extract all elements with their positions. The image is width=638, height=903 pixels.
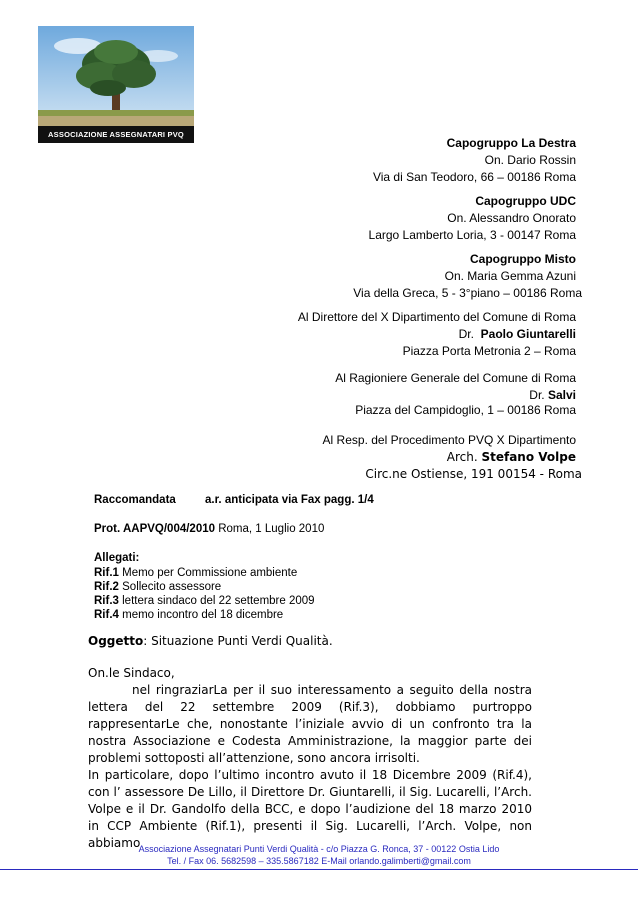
recipient-5-name: Dr. Salvi (529, 388, 576, 402)
protocol-line: Prot. AAPVQ/004/2010 Roma, 1 Luglio 2010 (94, 523, 325, 535)
footer-line-2: Tel. / Fax 06. 5682598 – 335.5867182 E-Mail orlando.galimberti@gmail.com (167, 856, 471, 866)
recipient-2-title: Capogruppo UDC (475, 194, 576, 208)
footer-divider (0, 869, 638, 870)
allegato-1: Rif.1 Memo per Commissione ambiente (94, 567, 298, 579)
recipient-6-name: Arch. Stefano Volpe (446, 450, 576, 464)
recipient-3-address: Via della Greca, 5 - 3°piano – 00186 Roma (353, 286, 582, 300)
recipient-6-title: Al Resp. del Procedimento PVQ X Dipartimento (322, 433, 576, 447)
recipient-6-address: Circ.ne Ostiense, 191 00154 - Roma (365, 467, 582, 481)
anticipata-label: a.r. anticipata via Fax pagg. 1/4 (205, 494, 374, 506)
paragraph-2: In particolare, dopo l’ultimo incontro avuto il 18 Dicembre 2009 (Rif.4), con l’ assessore De Lillo, il Direttore Dr. Giuntarelli, il Sig. Lucarelli, l’Arch. Volpe e il Dr. Gandolfo della BCC, e dopo l’audizione del 18 marzo 2010 in CCP Ambiente (Rif.1), presenti il Sig. Lucarelli, l’Arch. Volpe, non abbiamo (88, 768, 532, 850)
recipient-2-name: On. Alessandro Onorato (447, 211, 576, 225)
letter-body (88, 665, 532, 852)
logo-photo (38, 26, 194, 126)
raccomandata-label: Raccomandata (94, 494, 176, 506)
footer-line-1: Associazione Assegnatari Punti Verdi Qualità - c/o Piazza G. Ronca, 37 - 00122 Ostia Lido (138, 844, 500, 854)
allegato-3: Rif.3 lettera sindaco del 22 settembre 2009 (94, 595, 315, 607)
salutation: On.le Sindaco, (88, 666, 175, 680)
recipient-1-title: Capogruppo La Destra (446, 136, 576, 150)
recipient-3-name: On. Maria Gemma Azuni (444, 269, 576, 283)
recipient-2-address: Largo Lamberto Loria, 3 - 00147 Roma (368, 228, 576, 242)
recipient-5-address: Piazza del Campidoglio, 1 – 00186 Roma (355, 403, 576, 417)
recipient-4-address: Piazza Porta Metronia 2 – Roma (402, 344, 576, 358)
logo-caption: ASSOCIAZIONE ASSEGNATARI PVQ (38, 126, 194, 143)
allegato-2: Rif.2 Sollecito assessore (94, 581, 222, 593)
allegato-4: Rif.4 memo incontro del 18 dicembre (94, 609, 284, 621)
recipient-4-title: Al Direttore del X Dipartimento del Comune di Roma (297, 310, 576, 324)
recipient-1-name: On. Dario Rossin (484, 153, 576, 167)
recipient-4-name: Dr. Paolo Giuntarelli (458, 327, 576, 341)
recipient-5-title: Al Ragioniere Generale del Comune di Roma (335, 371, 576, 385)
oggetto-line: Oggetto: Situazione Punti Verdi Qualità. (88, 634, 333, 648)
recipient-1-address: Via di San Teodoro, 66 – 00186 Roma (372, 170, 576, 184)
allegati-title: Allegati: (94, 552, 140, 564)
tree-photo-icon (38, 26, 194, 126)
recipient-3-title: Capogruppo Misto (470, 252, 576, 266)
paragraph-1: nel ringraziarLa per il suo interessamento a seguito della nostra lettera del 22 settembre 2009 (Rif.3), dobbiamo purtroppo rappresentarLe che, nonostante l’iniziale avvio di un confronto tra la nostra Associazione e Codesta Amministrazione, la maggior parte dei problemi sottoposti all’attenzione, sono ancora irrisolti. (88, 683, 532, 765)
